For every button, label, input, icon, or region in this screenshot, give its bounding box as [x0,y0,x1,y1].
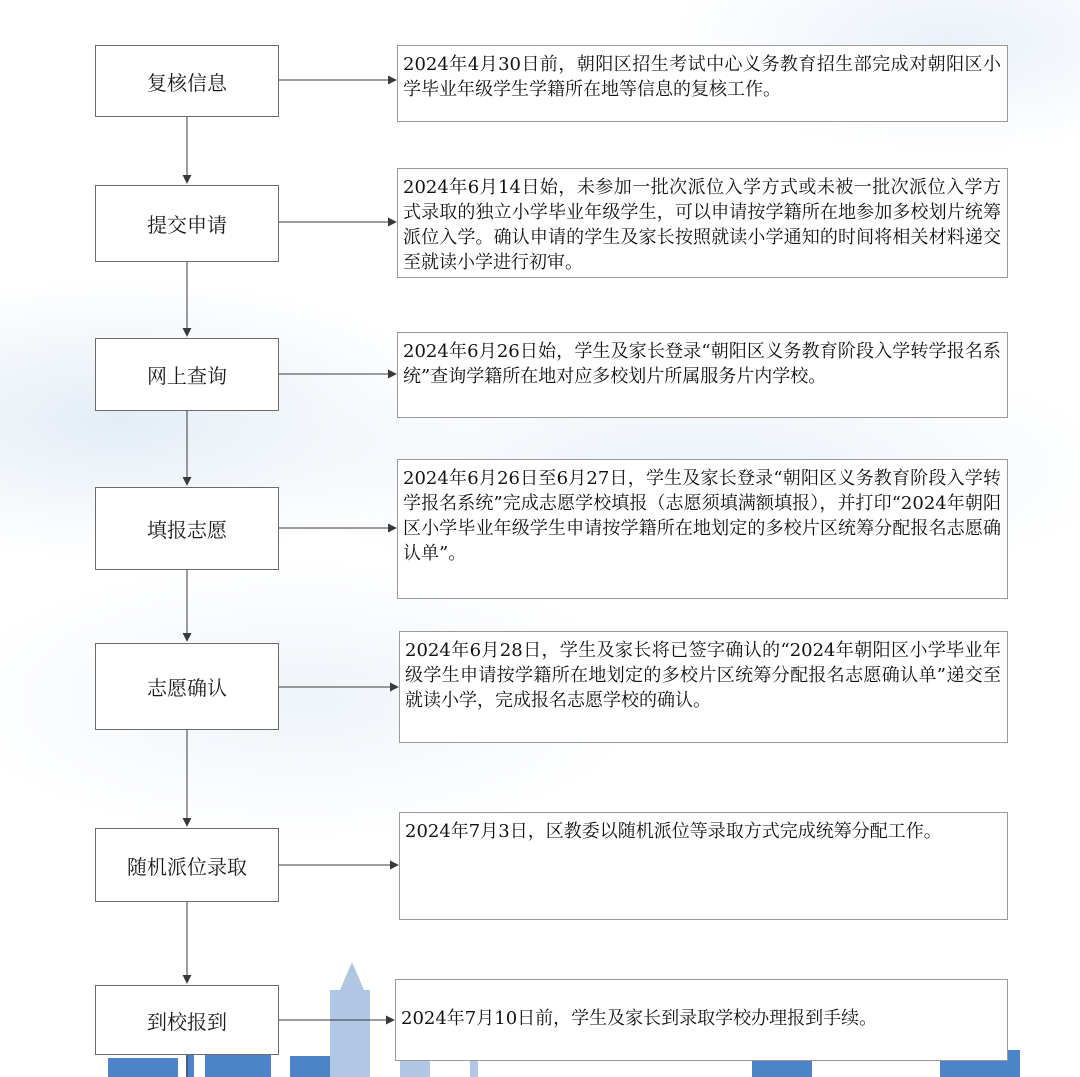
step-box-random-lottery-admission: 随机派位录取 [95,828,279,902]
step-box-submit-application: 提交申请 [95,185,279,262]
step-box-review-info: 复核信息 [95,45,279,117]
desc-box-review-info: 2024年4月30日前，朝阳区招生考试中心义务教育招生部完成对朝阳区小学毕业年级学生学籍所在地等信息的复核工作。 [397,45,1008,122]
step-box-confirm-preferences: 志愿确认 [95,643,279,730]
step-box-online-query: 网上查询 [95,338,279,411]
desc-box-fill-preferences: 2024年6月26日至6月27日，学生及家长登录“朝阳区义务教育阶段入学转学报名系统”完成志愿学校填报（志愿须填满额填报），并打印“2024年朝阳区小学毕业年级学生申请按学籍所在地划定的多校片区统筹分配报名志愿确认单”。 [397,459,1008,599]
step-box-report-to-school: 到校报到 [95,985,279,1055]
desc-box-confirm-preferences: 2024年6月28日，学生及家长将已签字确认的“2024年朝阳区小学毕业年级学生申请按学籍所在地划定的多校片区统筹分配报名志愿确认单”递交至就读小学，完成报名志愿学校的确认。 [399,631,1008,743]
desc-box-submit-application: 2024年6月14日始，未参加一批次派位入学方式或未被一批次派位入学方式录取的独立小学毕业年级学生，可以申请按学籍所在地参加多校划片统筹派位入学。确认申请的学生及家长按照就读小学通知的时间将相关材料递交至就读小学进行初审。 [397,168,1008,278]
desc-box-report-to-school: 2024年7月10日前，学生及家长到录取学校办理报到手续。 [395,979,1008,1061]
step-box-fill-preferences: 填报志愿 [95,487,279,570]
desc-box-online-query: 2024年6月26日始，学生及家长登录“朝阳区义务教育阶段入学转学报名系统”查询学籍所在地对应多校划片所属服务片内学校。 [397,332,1008,418]
desc-box-random-lottery-admission: 2024年7月3日，区教委以随机派位等录取方式完成统筹分配工作。 [399,812,1008,920]
